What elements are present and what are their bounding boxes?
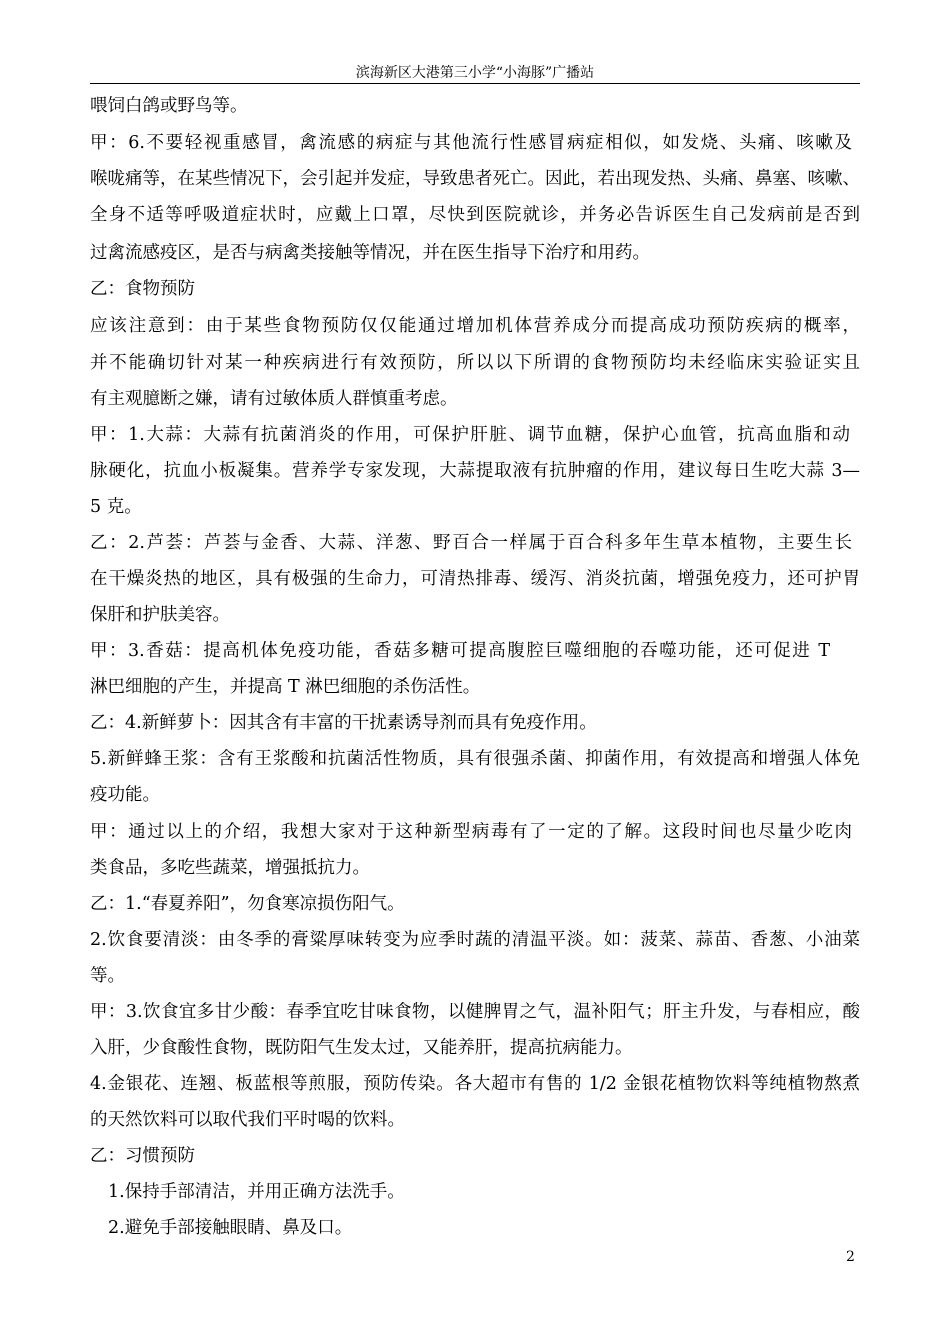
text-line: 有主观臆断之嫌，请有过敏体质人群慎重考虑。 bbox=[90, 389, 458, 409]
text-line: 淋巴细胞的产生，并提高 T 淋巴细胞的杀伤活性。 bbox=[90, 677, 481, 697]
text-line: 甲：6.不要轻视重感冒，禽流感的病症与其他流行性感冒病症相似，如发烧、头痛、咳嗽及 bbox=[90, 133, 852, 153]
text-line: 甲：3.饮食宜多甘少酸：春季宜吃甘味食物，以健脾胃之气，温补阳气；肝主升发，与春相应，酸 bbox=[90, 1002, 860, 1022]
page-number: 2 bbox=[846, 1249, 855, 1265]
text-line: 脉硬化，抗血小板凝集。营养学专家发现，大蒜提取液有抗肿瘤的作用，建议每日生吃大蒜 3— bbox=[90, 461, 860, 481]
text-line: 等。 bbox=[90, 966, 125, 986]
text-line: 4.金银花、连翘、板蓝根等煎服，预防传染。各大超市有售的 1/2 金银花植物饮料等纯植物熬煮 bbox=[90, 1074, 860, 1094]
text-line: 乙：1.“春夏养阳”，勿食寒凉损伤阳气。 bbox=[90, 894, 405, 914]
list-item: 2.避免手部接触眼睛、鼻及口。 bbox=[108, 1218, 353, 1238]
text-line: 并不能确切针对某一种疾病进行有效预防，所以以下所谓的食物预防均未经临床实验证实且 bbox=[90, 353, 860, 373]
text-line: 保肝和护肤美容。 bbox=[90, 605, 230, 625]
header-divider bbox=[90, 83, 860, 84]
text-line: 5 克。 bbox=[90, 497, 142, 517]
text-line: 在干燥炎热的地区，具有极强的生命力，可清热排毒、缓泻、消炎抗菌，增强免疫力，还可护胃 bbox=[90, 569, 860, 589]
text-line: 过禽流感疫区，是否与病禽类接触等情况，并在医生指导下治疗和用药。 bbox=[90, 243, 650, 263]
text-line: 乙：4.新鲜萝卜：因其含有丰富的干扰素诱导剂而具有免疫作用。 bbox=[90, 713, 597, 733]
list-item: 1.保持手部清洁，并用正确方法洗手。 bbox=[108, 1182, 405, 1202]
text-line: 5.新鲜蜂王浆：含有王浆酸和抗菌活性物质，具有很强杀菌、抑菌作用，有效提高和增强人体免 bbox=[90, 749, 860, 769]
text-line: 喂饲白鸽或野鸟等。 bbox=[90, 96, 248, 116]
text-line: 甲：通过以上的介绍，我想大家对于这种新型病毒有了一定的了解。这段时间也尽量少吃肉 bbox=[90, 822, 852, 842]
page-header-title: 滨海新区大港第三小学“小海豚”广播站 bbox=[355, 65, 595, 81]
text-line: 应该注意到：由于某些食物预防仅仅能通过增加机体营养成分而提高成功预防疾病的概率， bbox=[90, 316, 860, 336]
text-line: 喉咙痛等，在某些情况下，会引起并发症，导致患者死亡。因此，若出现发热、头痛、鼻塞、咳嗽、 bbox=[90, 169, 860, 189]
text-line: 类食品，多吃些蔬菜，增强抵抗力。 bbox=[90, 858, 370, 878]
text-line: 甲：3.香菇：提高机体免疫功能，香菇多糖可提高腹腔巨噬细胞的吞噬功能，还可促进 T bbox=[90, 641, 830, 661]
text-line: 的天然饮料可以取代我们平时喝的饮料。 bbox=[90, 1110, 405, 1130]
text-line: 甲：1.大蒜：大蒜有抗菌消炎的作用，可保护肝脏、调节血糖，保护心血管，抗高血脂和动 bbox=[90, 425, 850, 445]
text-line: 2.饮食要清淡：由冬季的膏粱厚味转变为应季时蔬的清温平淡。如：菠菜、蒜苗、香葱、小油菜 bbox=[90, 930, 860, 950]
text-line: 全身不适等呼吸道症状时，应戴上口罩，尽快到医院就诊，并务必告诉医生自己发病前是否到 bbox=[90, 205, 860, 225]
section-heading: 乙：习惯预防 bbox=[90, 1146, 195, 1166]
text-line: 乙：2.芦荟：芦荟与金香、大蒜、洋葱、野百合一样属于百合科多年生草本植物，主要生长 bbox=[90, 533, 852, 553]
text-line: 入肝，少食酸性食物，既防阳气生发太过，又能养肝，提高抗病能力。 bbox=[90, 1038, 633, 1058]
section-heading: 乙：食物预防 bbox=[90, 279, 195, 299]
text-line: 疫功能。 bbox=[90, 785, 160, 805]
